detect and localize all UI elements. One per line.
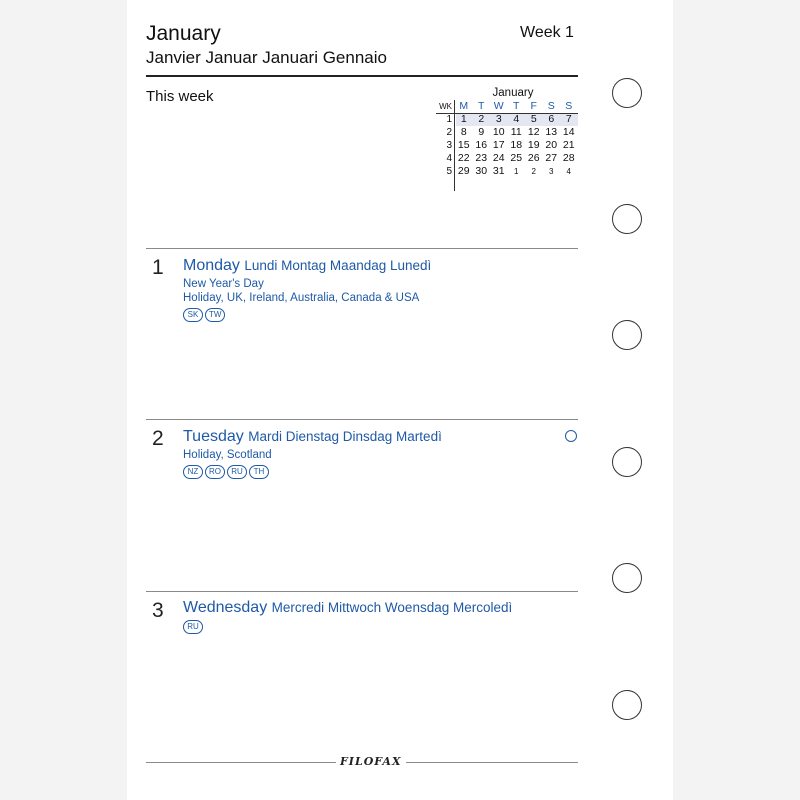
month-translations: Janvier Januar Januari Gennaio <box>146 48 387 67</box>
country-badge: RU <box>183 620 203 634</box>
day-note: Holiday, UK, Ireland, Australia, Canada & USA <box>183 292 420 304</box>
calendar-day: 14 <box>562 126 575 138</box>
calendar-week-row <box>436 113 578 126</box>
section-divider <box>146 419 578 420</box>
day-name: Wednesday <box>183 599 268 616</box>
calendar-day: 4 <box>566 167 571 176</box>
week-column-label: WK <box>439 102 452 111</box>
day-name-translations: Lundi Montag Maandag Lunedì <box>244 258 432 273</box>
week-number: 2 <box>446 127 452 138</box>
day-name-line <box>183 599 512 617</box>
calendar-day: 26 <box>527 152 540 164</box>
calendar-day: 31 <box>492 165 505 177</box>
month-title: January <box>146 22 221 45</box>
section-divider <box>146 248 578 249</box>
weekday-label: S <box>565 100 573 112</box>
mini-calendar-title: January <box>492 87 534 99</box>
calendar-day: 6 <box>548 113 555 125</box>
planner-page <box>127 0 673 800</box>
country-badges <box>183 465 269 479</box>
weekday-label: W <box>493 100 504 112</box>
binder-hole <box>612 447 642 477</box>
country-badge: RO <box>205 465 225 479</box>
weekday-label: T <box>478 100 485 112</box>
calendar-day: 3 <box>495 113 502 125</box>
day-name: Tuesday <box>183 428 244 445</box>
country-badges <box>183 308 225 322</box>
day-number: 2 <box>152 427 164 450</box>
day-name-line <box>183 257 431 275</box>
header-divider <box>146 75 578 77</box>
calendar-week-row <box>436 152 578 165</box>
week-number: 1 <box>446 114 452 125</box>
calendar-day: 10 <box>492 126 505 138</box>
weekday-label: T <box>513 100 520 112</box>
calendar-day: 2 <box>478 113 485 125</box>
binder-hole <box>612 204 642 234</box>
section-divider <box>146 591 578 592</box>
day-name: Monday <box>183 257 240 274</box>
week-number: 5 <box>446 166 452 177</box>
calendar-day: 22 <box>457 152 470 164</box>
binder-hole <box>612 690 642 720</box>
calendar-week-row <box>436 139 578 152</box>
day-name-translations: Mercredi Mittwoch Woensdag Mercoledì <box>271 600 513 615</box>
calendar-day: 5 <box>530 113 537 125</box>
calendar-day: 30 <box>475 165 488 177</box>
country-badge: SK <box>183 308 203 322</box>
calendar-day: 19 <box>527 139 540 151</box>
day-name-line <box>183 428 442 446</box>
calendar-day: 1 <box>514 167 519 176</box>
mini-calendar-body <box>436 113 578 178</box>
weekday-label: M <box>459 100 469 112</box>
country-badges <box>183 620 203 634</box>
day-note: New Year's Day <box>183 278 264 290</box>
binder-hole <box>612 320 642 350</box>
day-note: Holiday, Scotland <box>183 449 272 461</box>
calendar-day: 2 <box>531 167 536 176</box>
calendar-day: 7 <box>565 113 572 125</box>
calendar-week-row <box>436 165 578 178</box>
calendar-day: 29 <box>457 165 470 177</box>
filofax-logo: FILOFAX <box>336 755 406 768</box>
country-badge: NZ <box>183 465 203 479</box>
calendar-day: 23 <box>475 152 488 164</box>
country-badge: TH <box>249 465 269 479</box>
country-badge: RU <box>227 465 247 479</box>
week-label: Week 1 <box>520 24 574 41</box>
calendar-day: 9 <box>478 126 485 138</box>
calendar-day: 20 <box>545 139 558 151</box>
calendar-day: 3 <box>549 167 554 176</box>
calendar-day: 21 <box>562 139 575 151</box>
calendar-day: 27 <box>545 152 558 164</box>
calendar-day: 16 <box>475 139 488 151</box>
mini-calendar <box>436 87 578 178</box>
calendar-day: 25 <box>510 152 523 164</box>
calendar-day: 11 <box>510 126 522 138</box>
week-number: 3 <box>446 140 452 151</box>
day-name-translations: Mardi Dienstag Dinsdag Martedì <box>248 429 442 444</box>
day-number: 1 <box>152 256 164 279</box>
calendar-day: 1 <box>460 113 467 125</box>
weekday-label: S <box>547 100 555 112</box>
calendar-day: 12 <box>527 126 540 138</box>
calendar-day: 4 <box>513 113 520 125</box>
moon-phase-icon <box>565 430 577 442</box>
binder-hole <box>612 78 642 108</box>
binder-hole <box>612 563 642 593</box>
calendar-day: 24 <box>492 152 505 164</box>
mini-calendar-grid <box>436 100 578 178</box>
calendar-day: 18 <box>510 139 523 151</box>
weekday-label: F <box>530 100 537 112</box>
calendar-day: 13 <box>545 126 558 138</box>
calendar-day: 17 <box>492 139 505 151</box>
calendar-day: 15 <box>457 139 470 151</box>
this-week-label: This week <box>146 88 214 105</box>
calendar-day: 8 <box>460 126 467 138</box>
country-badge: TW <box>205 308 225 322</box>
mini-calendar-header-row <box>436 100 578 113</box>
week-number: 4 <box>446 153 452 164</box>
day-number: 3 <box>152 599 164 622</box>
calendar-day: 28 <box>562 152 575 164</box>
calendar-week-row <box>436 126 578 139</box>
